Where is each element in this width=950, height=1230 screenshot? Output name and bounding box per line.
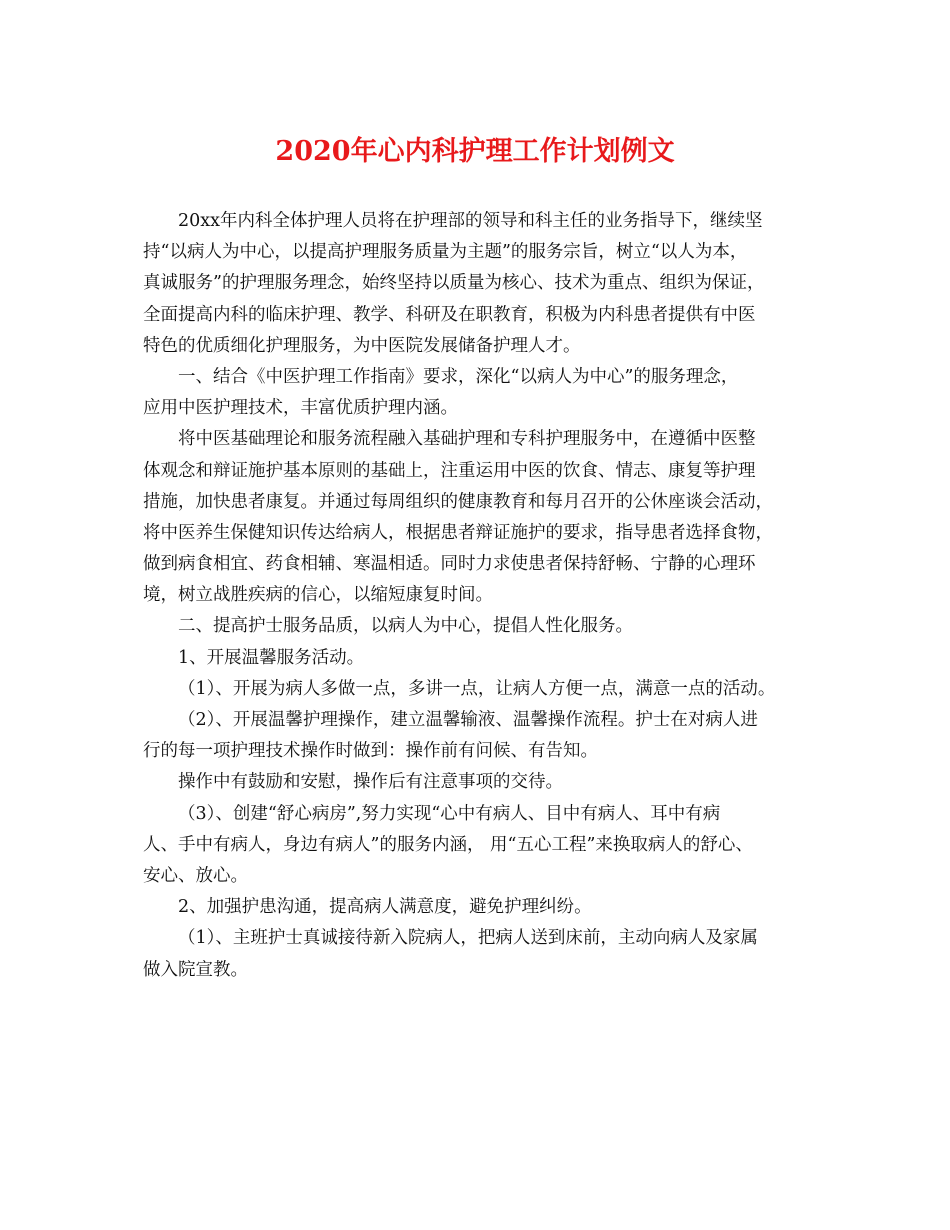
text-line: （2）、开展温馨护理操作，建立温馨输液、温馨操作流程。护士在对病人进 xyxy=(178,710,758,730)
text-line: 特色的优质细化护理服务，为中医院发展储备护理人才。 xyxy=(143,335,581,356)
text-line: 1、开展温馨服务活动。 xyxy=(178,647,365,668)
text-line: 2、加强护患沟通，提高病人满意度，避免护理纠纷。 xyxy=(178,897,592,918)
text-line: （1）、开展为病人多做一点，多讲一点，让病人方便一点，满意一点的活动。 xyxy=(178,678,776,699)
text-line: 做到病食相宜、药食相辅、寒温相适。同时力求使患者保持舒畅、宁静的心理环 xyxy=(143,554,756,575)
text-line: 操作中有鼓励和安慰，操作后有注意事项的交待。 xyxy=(178,772,563,793)
text-line: （3）、创建“舒心病房”,努力实现“心中有病人、目中有病人、耳中有病 xyxy=(178,803,721,824)
text-line: 做入院宣教。 xyxy=(143,959,248,980)
text-line: 人、手中有病人，身边有病人”的服务内涵， 用“五心工程”来换取病人的舒心、 xyxy=(143,834,753,855)
text-line: 真诚服务”的护理服务理念，始终坚持以质量为核心、技术为重点、组织为保证， xyxy=(143,273,765,294)
text-line: 全面提高内科的临床护理、教学、科研及在职教育，积极为内科患者提供有中医 xyxy=(143,304,756,325)
text-line: 体观念和辩证施护基本原则的基础上，注重运用中医的饮食、情志、康复等护理 xyxy=(143,460,756,481)
text-line: 持“以病人为中心，以提高护理服务质量为主题”的服务宗旨，树立“以人为本， xyxy=(143,242,748,263)
text-line: 20xx年内科全体护理人员将在护理部的领导和科主任的业务指导下，继续坚 xyxy=(178,211,763,231)
text-line: 行的每一项护理技术操作时做到：操作前有问候、有告知。 xyxy=(143,741,598,762)
text-line: （1）、主班护士真诚接待新入院病人，把病人送到床前，主动向病人及家属 xyxy=(178,928,758,949)
document-title: 2020年心内科护理工作计划例文 xyxy=(275,136,675,167)
text-line: 二、提高护士服务品质，以病人为中心，提倡人性化服务。 xyxy=(178,616,633,637)
text-line: 安心、放心。 xyxy=(143,865,248,886)
text-line: 一、结合《中医护理工作指南》要求，深化“以病人为中心”的服务理念， xyxy=(178,366,739,387)
text-line: 将中医养生保健知识传达给病人，根据患者辩证施护的要求，指导患者选择食物， xyxy=(143,522,773,543)
text-line: 措施，加快患者康复。并通过每周组织的健康教育和每月召开的公休座谈会活动， xyxy=(143,491,773,512)
text-line: 将中医基础理论和服务流程融入基础护理和专科护理服务中，在遵循中医整 xyxy=(178,429,756,450)
text-line: 境，树立战胜疾病的信心，以缩短康复时间。 xyxy=(143,585,493,606)
text-line: 应用中医护理技术，丰富优质护理内涵。 xyxy=(143,398,458,419)
document-body xyxy=(143,206,813,986)
